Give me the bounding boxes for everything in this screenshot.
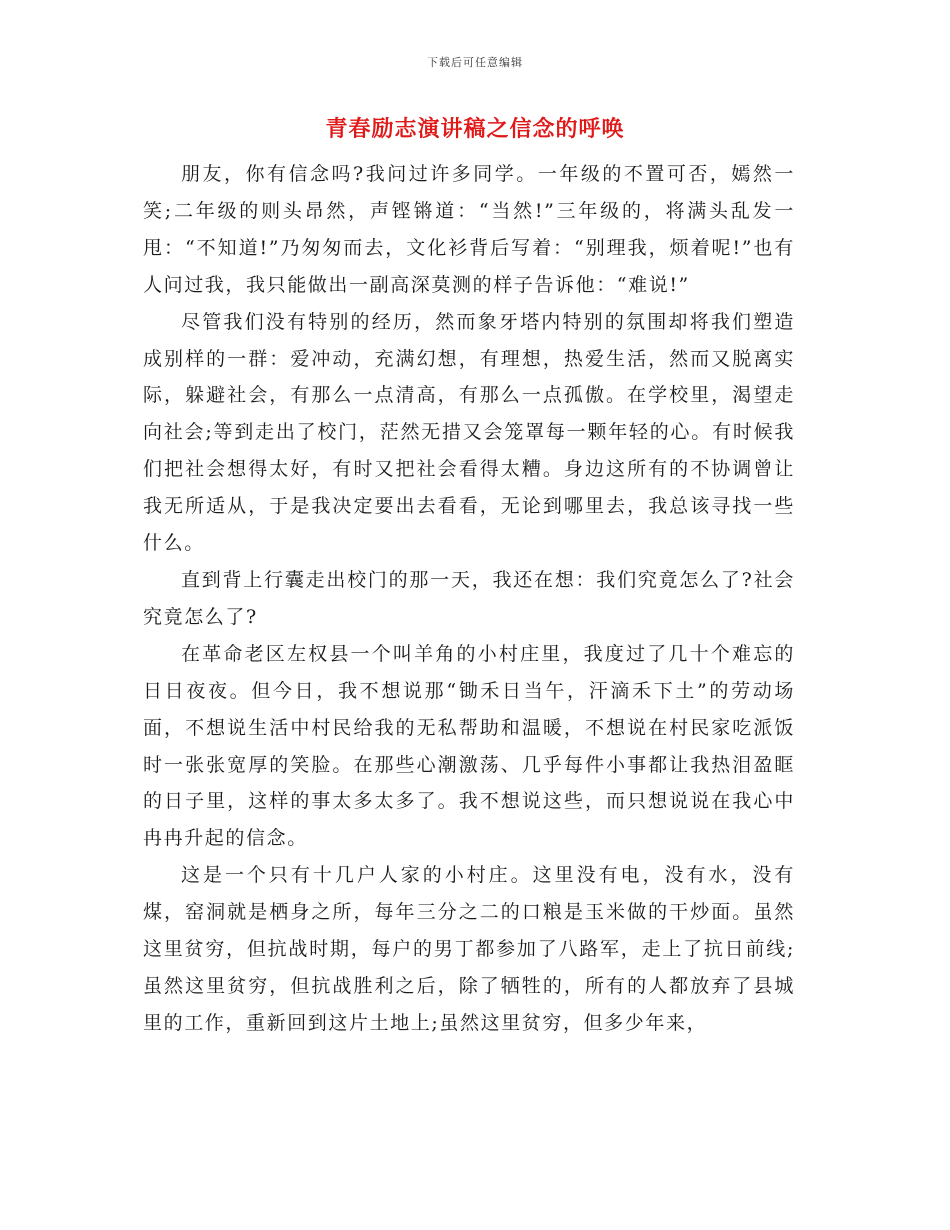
paragraph-1: 朋友，你有信念吗?我问过许多同学。一年级的不置可否，嫣然一笑;二年级的则头昂然，声铿锵道：“当然!”三年级的，将满头乱发一甩：“不知道!”乃匆匆而去，文化衫背后写着：“别理我，烦着呢!”也有人问过我，我只能做出一副高深莫测的样子告诉他：“难说!” — [143, 163, 795, 296]
paragraph-5: 这是一个只有十几户人家的小村庄。这里没有电，没有水，没有煤，窑洞就是栖身之所，每年三分之二的口粮是玉米做的干炒面。虽然这里贫穷，但抗战时期，每户的男丁都参加了八路军，走上了抗日前线;虽然这里贫穷，但抗战胜利之后，除了牺牲的，所有的人都放弃了县城里的工作，重新回到这片土地上;虽然这里贫穷，但多少年来， — [143, 864, 795, 1034]
document-title: 青春励志演讲稿之信念的呼唤 — [325, 117, 625, 142]
document-body — [143, 156, 795, 1042]
paragraph-4: 在革命老区左权县一个叫羊角的小村庄里，我度过了几十个难忘的日日夜夜。但今日，我不想说那“锄禾日当午，汗滴禾下土”的劳动场面，不想说生活中村民给我的无私帮助和温暖，不想说在村民家吃派饭时一张张宽厚的笑脸。在那些心潮激荡、几乎每件小事都让我热泪盈眶的日子里，这样的事太多太多了。我不想说这些，而只想说说在我心中冉冉升起的信念。 — [143, 642, 795, 850]
paragraph-3: 直到背上行囊走出校门的那一天，我还在想：我们究竟怎么了?社会究竟怎么了? — [143, 568, 795, 628]
header-note: 下载后可任意编辑 — [427, 56, 523, 69]
paragraph-2: 尽管我们没有特别的经历，然而象牙塔内特别的氛围却将我们塑造成别样的一群：爱冲动，充满幻想，有理想，热爱生活，然而又脱离实际，躲避社会，有那么一点清高，有那么一点孤傲。在学校里，渴望走向社会;等到走出了校门，茫然无措又会笼罩每一颗年轻的心。有时候我们把社会想得太好，有时又把社会看得太糟。身边这所有的不协调曾让我无所适从，于是我决定要出去看看，无论到哪里去，我总该寻找一些什么。 — [143, 310, 795, 555]
